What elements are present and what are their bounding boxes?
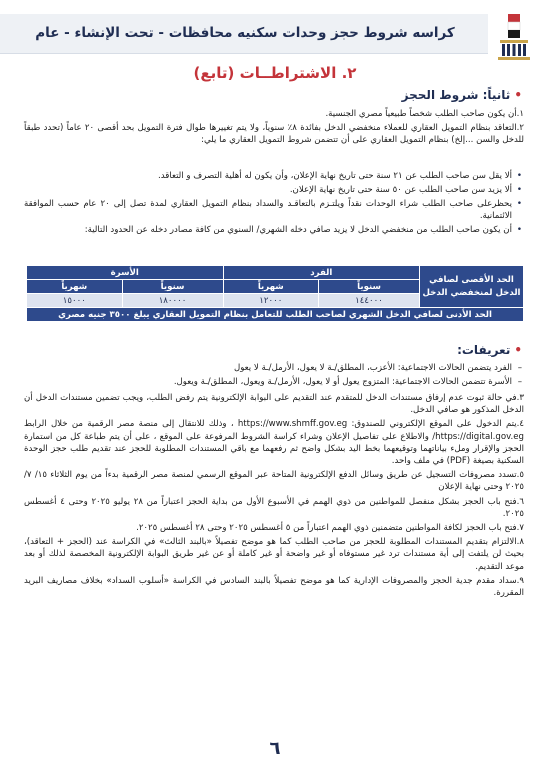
income-subheader: شهرياً — [27, 280, 123, 294]
definition-item: – الفرد يتضمن الحالات الاجتماعية: الأعزب، المطلق/ـة لا يعول، الأرمل/ـة لا يعول — [24, 362, 524, 374]
income-value: ١٥٠٠٠ — [27, 294, 123, 308]
definition-item: – الأسرة تتضمن الحالات الاجتماعية: المتزوج يعول أو لا يعول، الأرمل/ـة ويعول، المطلق/ـة ويعول. — [24, 376, 524, 388]
income-value: ١٨٠٠٠٠ — [122, 294, 223, 308]
rule-item: ٤.يتم الدخول على الموقع الإلكتروني للصندوق: https://www.shmff.gov.eg ، وذلك للانتقال إلى منصة مصر الرقمية من خلال الرابط https://digital.gov.eg/ والاطلاع على تفاصيل الإعلان وشراء كراسة الشروط المرفوعة على الموقع ، على أن يتم طباعة كل من استمارة الحجز والإقرار وملء بياناتهما وتوقيعهما بخط اليد بشكل واضح ثم رفعهما مع باقي المستندات المطلوبة للحجز عند تقديم طلب حجز الوحدة السكنية بصيغة (PDF) في ملف واحد. — [24, 419, 524, 467]
definitions-heading — [457, 343, 522, 357]
rule-item: ٦.فتح باب الحجز بشكل منفصل للمواطنين من ذوي الهمم في الأسبوع الأول من بداية الحجز اعتباراً من ٢٨ يوليو ٢٠٢٥ وحتى ٤ أغسطس ٢٠٢٥. — [24, 496, 524, 519]
definitions-heading-text: تعريفات: — [457, 343, 511, 357]
income-table-side-header: الحد الأقصى لصافي الدخل لمنخفضي الدخل — [420, 266, 524, 308]
section-title: ٢. الاشتراطــات (تابع) — [193, 64, 357, 82]
booking-conditions-heading — [402, 88, 522, 102]
financing-bullet: • أن يكون صاحب الطلب من منخفضي الدخل لا يزيد صافي دخله الشهري/ السنوي من كافة مصادر دخله عن الحدود التالية: — [24, 224, 524, 236]
financing-bullet: • يحظرعلى صاحب الطلب شراء الوحدات نقداً ويلتـزم بالتعاقـد والسداد بنظام التمويل العقاري لمدة تصل إلى ٢٠ عام حسب الموافقة الائتمانية. — [24, 198, 524, 222]
condition-item: ١.أن يكون صاحب الطلب شخصاً طبيعياً مصري الجنسية. — [325, 109, 524, 119]
rule-item: ٧.فتح باب الحجز لكافة المواطنين متضمنين ذوي الهمم اعتباراً من ٥ أغسطس ٢٠٢٥ وحتى ٢٨ أغسطس ٢٠٢٥. — [136, 523, 524, 534]
income-group-family: الأسرة — [27, 266, 224, 280]
income-subheader: سنوياً — [122, 280, 223, 294]
income-subheader: شهرياً — [223, 280, 319, 294]
condition-item: ٢.التعاقد بنظام التمويل العقاري للعملاء منخفضي الدخل بفائدة ٨٪ سنوياً، ولا يتم تغييرها طوال فترة التمويل بحد أقصى ٢٠ عاماً (تحدد طبقاً للدخل والسن ...إلخ) بنظام التمويل العقاري على أن تتضمن شروط التمويل العقاري ما يلي: — [24, 123, 524, 146]
income-limits-table — [26, 265, 524, 322]
booking-conditions-list — [24, 108, 524, 149]
rule-item: ٥.تسدد مصروفات التسجيل عن طريق وسائل الدفع الإلكترونية المتاحة عبر الموقع الرسمي لمنصة مصر الرقمية بدءاً من يوم الثلاثاء ١٥/ ٧/ ٢٠٢٥ وحتى نهاية الإعلان — [24, 470, 524, 493]
document-header-title: كراسه شروط حجز وحدات سكنيه محافظات - تحت الإنشاء - عام — [35, 25, 455, 41]
financing-bullet: • ألا يزيد سن صاحب الطلب عن ٥٠ سنة حتى تاريخ نهاية الإعلان. — [24, 184, 524, 196]
bullet-dot-icon: • — [514, 88, 522, 102]
page-number: ٦ — [269, 738, 281, 759]
income-subheader: سنوياً — [319, 280, 420, 294]
booking-conditions-heading-text: ثانياً: شروط الحجز — [401, 88, 511, 102]
income-value: ١٤٤٠٠٠ — [319, 294, 420, 308]
income-group-individual: الفرد — [223, 266, 419, 280]
rule-item: ٨.الالتزام بتقديم المستندات المطلوبة للحجز من صاحب الطلب كما هو موضح تفصيلاً «بالبند الثالث» في الكراسة عند (الحجز + التعاقد)، بحيث لن يلتفت إلى أية مستندات ترد غير مستوفاه أو غير واضحة أو غير كاملة أو عن غير طريق البوابة الإلكترونية المخصصة لذلك أو بعد موعد التقديم. — [24, 537, 524, 572]
income-table-footer: الحد الأدنى لصافي الدخل الشهري لصاحب الطلب للتعامل بنظام التمويل العقاري يبلغ ٣٥٠٠ جنيه مصري — [27, 308, 524, 322]
rule-item: ٣.في حالة ثبوت عدم إرفاق مستندات الدخل للمتقدم عند التقديم على البوابة الإلكترونية يتم رفض الطلب، ويجب تضمين مستندات الدخل أن الدخل المذكور هو صافي الدخل. — [24, 393, 524, 416]
definitions-list — [24, 362, 524, 390]
financing-bullet: • ألا يقل سن صاحب الطلب عن ٢١ سنة حتى تاريخ نهاية الإعلان، وأن يكون له أهلية التصرف و التعاقد. — [24, 170, 524, 182]
ministry-emblem-icon — [488, 10, 540, 62]
financing-bullets — [24, 170, 524, 238]
income-value: ١٢٠٠٠ — [223, 294, 319, 308]
bullet-dot-icon: • — [514, 343, 522, 357]
rules-list — [24, 392, 524, 601]
rule-item: ٩.سداد مقدم جدية الحجز والمصروفات الإدارية كما هو موضح تفصيلاً بالبند السادس في الكراسة «أسلوب السداد» بخلاف مصاريف البريد المقررة. — [24, 575, 524, 599]
